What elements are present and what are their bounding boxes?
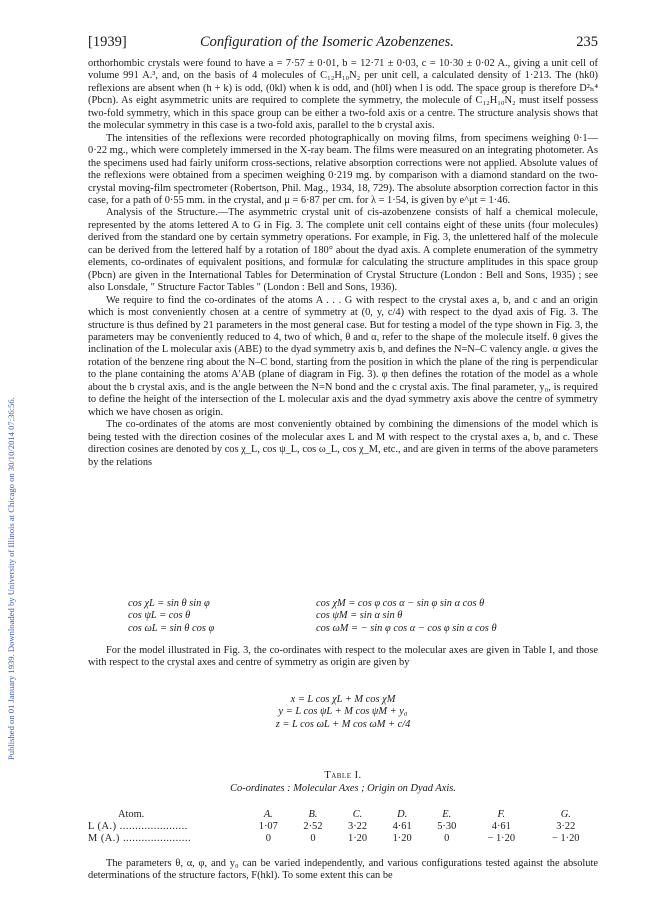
column-header-f: F.: [497, 808, 506, 820]
coordinates-table: [88, 808, 598, 845]
table-title: Table I.: [324, 770, 362, 781]
table-header-row: [88, 808, 598, 820]
paragraph-coordinates: We require to find the co-ordinates of the atoms A . . . G with respect to the crystal axes a, b, and c and an origin which is most conveniently chosen at a centre of symmetry at (0, y, c/4) with respect to the dyad axis of Fig. 3. The structure is thus defined by 21 parameters in the most general case. But for testing a model of the type shown in Fig. 3, the parameters may be conveniently reduced to 4, two of which, θ and α, refer to the shape of the molecule itself. θ gives the inclination of the L molecular axis (ABE) to the dyad symmetry axis b, and defines the N=N–C valency angle. α gives the rotation of the benzene ring about the N–C bond, starting from the position in which the plane of the ring is perpendicular to the plane containing the atoms A′AB (plane of diagram in Fig. 3). φ then defines the rotation of the model as a whole about the b crystal axis, and is the angle between the N=N bond and the c crystal axis. The final parameter, y₀, is required to define the height of the intersection of the L molecular axis and the dyad symmetry axis above the centre of symmetry which we have chosen as origin.: [88, 294, 598, 418]
table-cell: − 1·20: [487, 833, 516, 845]
column-header-g: G.: [560, 808, 571, 820]
table-caption: [88, 770, 598, 796]
equation-cos-chi-l: cos χL = sin θ sin φ: [128, 598, 210, 609]
equation-y: y = L cos ψL + M cos ψM + y₀: [278, 706, 408, 718]
table-cell: 4·61: [491, 821, 511, 833]
column-header-e: E.: [442, 808, 452, 820]
table-cell: 3·22: [348, 821, 368, 833]
download-watermark: [6, 120, 18, 760]
article-body: [88, 58, 598, 469]
column-header-d: D.: [397, 808, 408, 820]
table-cell: 0: [265, 833, 271, 845]
paragraph-crystal-data: orthorhombic crystals were found to have a = 7·57 ± 0·01, b = 12·71 ± 0·03, c = 10·30 ± 0·02 A., giving a unit cell of volume 991 A.³, and, on the basis of 4 molecules of C₁₂H₁₀N₂ per unit cell, a calculated density of 1·213. The (hk0) reflexions are absent when (h + k) is odd, (0kl) when k is odd, and (h0l) when l is odd. The space group is therefore D²ₕ⁴ (Pbcn). As eight asymmetric units are required to complete the symmetry, the molecule of C₁₂H₁₀N₂ must itself possess two-fold symmetry, which in this space group can be either a two-fold axis or a centre. The structure analysis shows that the molecular symmetry in this case is a two-fold axis, parallel to the b crystal axis.: [88, 58, 598, 132]
table-row: [88, 833, 598, 845]
column-header-c: C.: [352, 808, 363, 820]
table-cell: 1·20: [348, 833, 368, 845]
table-cell: 1·07: [258, 821, 278, 833]
paragraph-parameters: The parameters θ, α, φ, and y₀ can be varied independently, and various configurations tested against the absolute determinations of the structure factors, F(hkl). To some extent this can be: [88, 858, 598, 882]
table-cell: 5·30: [437, 821, 457, 833]
m-axis-cosines: [316, 598, 497, 635]
paragraph-model-coordinates: For the model illustrated in Fig. 3, the co-ordinates with respect to the molecular axes are given in Table I, and those with respect to the crystal axes and centre of symmetry as origin are given by: [88, 645, 598, 669]
middle-text: [88, 645, 598, 670]
table-cell: 0: [444, 833, 450, 845]
header-page-number: 235: [576, 34, 598, 50]
equation-cos-psi-l: cos ψL = cos θ: [128, 610, 191, 622]
download-note-text[interactable]: Published on 01 January 1939. Downloaded by University of Illinois at Chicago on 30/10/2014 07:36:56.: [6, 397, 16, 760]
column-header-a: A.: [263, 808, 273, 820]
table-cell: 4·61: [392, 821, 412, 833]
table-cell: 3·22: [556, 821, 576, 833]
table-cell: 2·52: [303, 821, 323, 833]
paragraph-analysis: Analysis of the Structure.—The asymmetric crystal unit of cis-azobenzene consists of half a chemical molecule, represented by the atoms lettered A to G in Fig. 3. The complete unit cell contains eight of these units (four molecules) derived from the standard one by certain symmetry operations. For example, in Fig. 3, the unlettered half of the molecule can be derived from the lettered half by a rotation of 180° about the dyad axis. A complete enumeration of the symmetry elements, co-ordinates of equivalent positions, and formulæ for calculating the structure amplitudes in this space group (Pbcn) are given in the International Tables for Determination of Crystal Structure (London : Bell and Sons, 1935) ; see also Lonsdale, " Structure Factor Tables " (London : Bell and Sons, 1936).: [88, 207, 598, 294]
table-header-atom: Atom.: [118, 808, 145, 820]
table-cell: 0: [310, 833, 316, 845]
equation-z: z = L cos ωL + M cos ωM + c/4: [275, 718, 411, 730]
table-subtitle: Co-ordinates : Molecular Axes ; Origin on Dyad Axis.: [230, 782, 456, 794]
closing-text: [88, 858, 598, 883]
table-cell: − 1·20: [551, 833, 580, 845]
header-running-title: Configuration of the Isomeric Azobenzenes.: [200, 34, 454, 50]
paragraph-direction-cosines: The co-ordinates of the atoms are most conveniently obtained by combining the dimensions of the model which is being tested with the direction cosines of the molecular axes L and M with respect to the crystal axes a, b, and c. These direction cosines are denoted by cos χ_L, cos ψ_L, cos ω_L, cos χ_M, etc., and are given in terms of the above parameters by the relations: [88, 419, 598, 468]
l-axis-cosines: [128, 598, 214, 635]
equation-cos-chi-m: cos χM = cos φ cos α − sin φ sin α cos θ: [316, 598, 485, 609]
equation-cos-omega-l: cos ωL = sin θ cos φ: [128, 622, 215, 634]
running-header: [88, 34, 598, 54]
paragraph-intensities: The intensities of the reflexions were recorded photographically on moving films, from specimens weighing 0·1—0·22 mg., which were completely immersed in the X-ray beam. The films were measured on an integrating photometer. As the specimens used had fairly uniform cross-sections, relative absorption corrections were not applied. Absolute values of the reflexions were obtained from a specimen weighing 0·219 mg. by comparison with a diamond standard on the two-crystal moving-film spectrometer (Robertson, Phil. Mag., 1934, 18, 729). The absolute absorption correction factor in this case, for a path of 0·55 mm. in the crystal, and μ = 6·87 per cm. for λ = 1·54, is given by e^μt = 1·46.: [88, 132, 598, 206]
table-cell: 1·20: [392, 833, 412, 845]
header-year: [1939]: [88, 34, 127, 50]
coordinate-equations: [88, 694, 598, 731]
equation-cos-psi-m: cos ψM = sin α sin θ: [316, 610, 403, 622]
row-label-l: L (A.) ......................: [88, 821, 188, 833]
column-header-b: B.: [308, 808, 318, 820]
equation-x: x = L cos χL + M cos χM: [290, 694, 396, 705]
row-label-m: M (A.) ......................: [88, 833, 192, 845]
equation-cos-omega-m: cos ωM = − sin φ cos α − cos φ sin α cos θ: [316, 622, 497, 634]
table-row: [88, 820, 598, 832]
